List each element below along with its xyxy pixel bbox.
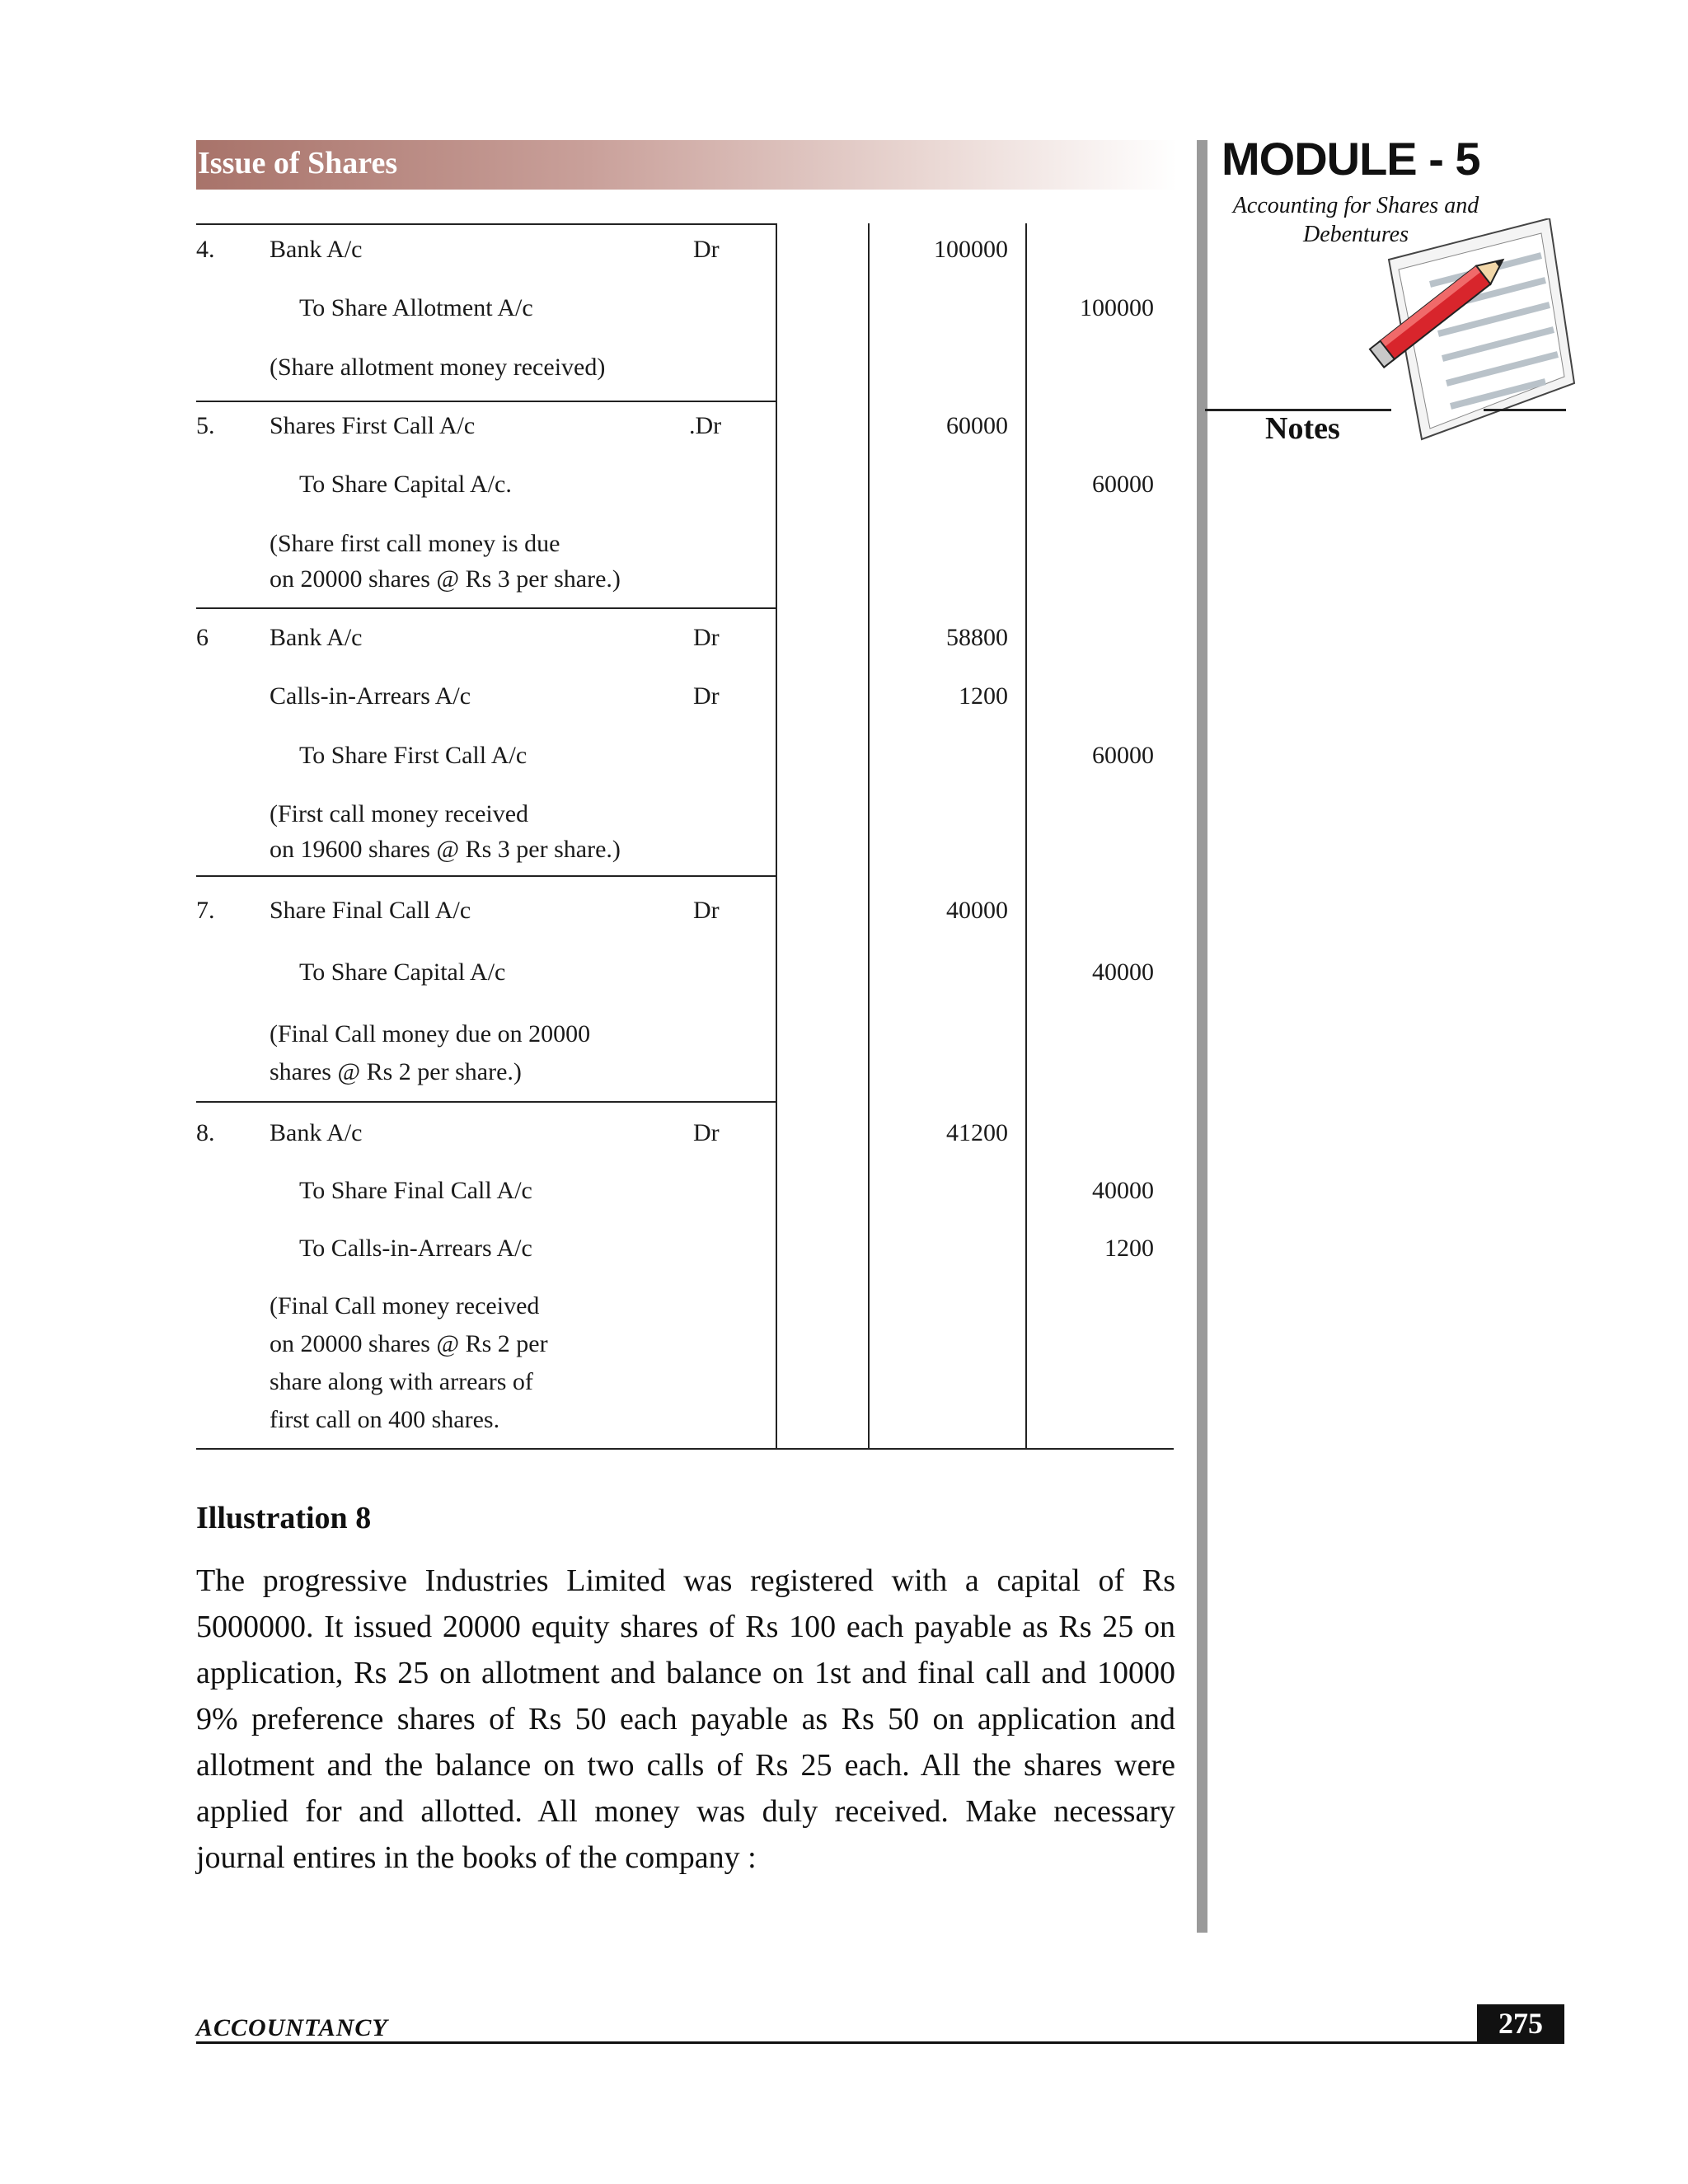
- entry-number: 4.: [196, 236, 215, 263]
- entry-divider: [196, 607, 776, 609]
- page-number: 275: [1477, 2004, 1564, 2042]
- narration-line: on 20000 shares @ Rs 2 per: [270, 1330, 548, 1357]
- module-title: MODULE - 5: [1221, 133, 1480, 185]
- dr-marker: Dr: [693, 236, 720, 263]
- entry-divider: [196, 875, 776, 877]
- credit-amount: 1200: [1104, 1235, 1154, 1262]
- debit-amount: 58800: [946, 624, 1008, 651]
- narration-line: (Share first call money is due: [270, 530, 560, 557]
- entry-number: 6: [196, 624, 209, 651]
- column-rule: [868, 223, 870, 1449]
- credit-account: To Share Capital A/c: [299, 958, 506, 986]
- entry-number: 5.: [196, 412, 215, 439]
- illustration-heading: Illustration 8: [196, 1501, 372, 1535]
- notes-label: Notes: [1265, 411, 1340, 446]
- credit-amount: 40000: [1092, 1177, 1154, 1204]
- credit-amount: 60000: [1092, 742, 1154, 769]
- narration-line: first call on 400 shares.: [270, 1406, 500, 1433]
- debit-account: Bank A/c: [270, 236, 363, 263]
- narration-line: (First call money received: [270, 800, 529, 827]
- footer-subject: ACCOUNTANCY: [196, 2014, 388, 2041]
- credit-account: To Calls-in-Arrears A/c: [299, 1235, 532, 1262]
- entry-number: 7.: [196, 897, 215, 924]
- entry-divider: [196, 1101, 776, 1103]
- credit-amount: 40000: [1092, 958, 1154, 986]
- narration-line: on 19600 shares @ Rs 3 per share.): [270, 836, 621, 863]
- section-title: Issue of Shares: [198, 146, 398, 180]
- dr-marker: Dr: [693, 624, 720, 651]
- credit-amount: 60000: [1092, 471, 1154, 498]
- table-top-rule: [196, 223, 776, 225]
- debit-amount: 1200: [959, 682, 1008, 710]
- narration-line: (Share allotment money received): [270, 354, 606, 381]
- notes-rule-right: [1484, 409, 1566, 411]
- debit-amount: 40000: [946, 897, 1008, 924]
- debit-account: Bank A/c: [270, 1119, 363, 1146]
- debit-account: Bank A/c: [270, 624, 363, 651]
- narration-line: on 20000 shares @ Rs 3 per share.): [270, 565, 621, 593]
- credit-account: To Share First Call A/c: [299, 742, 528, 769]
- entry-number: 8.: [196, 1119, 215, 1146]
- debit-account: Share Final Call A/c: [270, 897, 471, 924]
- table-bottom-rule: [196, 1448, 1174, 1450]
- column-rule: [776, 223, 777, 1449]
- entry-divider: [196, 401, 776, 402]
- debit-amount: 41200: [946, 1119, 1008, 1146]
- credit-account: To Share Allotment A/c: [299, 294, 533, 321]
- dr-marker: Dr: [693, 897, 720, 924]
- narration-line: (Final Call money received: [270, 1292, 540, 1319]
- debit-amount: 100000: [934, 236, 1008, 263]
- debit-amount: 60000: [946, 412, 1008, 439]
- dr-marker: .Dr: [689, 412, 722, 439]
- illustration-paragraph: The progressive Industries Limited was registered with a capital of Rs 5000000. It issued 20000 equity shares of Rs 100 each payable as Rs 25 on application, Rs 25 on allotment and balance on 1st and final call and 10000 9% preference shares of Rs 50 each payable as Rs 50 on application and allotment and the balance on two calls of Rs 25 each. All the shares were applied for and allotted. All money was duly received. Make necessary journal entires in the books of the company :: [196, 1563, 1175, 1875]
- narration-line: share along with arrears of: [270, 1368, 533, 1395]
- narration-line: shares @ Rs 2 per share.): [270, 1058, 522, 1085]
- module-subtitle: Accounting for Shares and Debentures: [1232, 193, 1479, 247]
- notes-pencil-icon: [1364, 218, 1578, 449]
- column-rule: [1025, 223, 1027, 1449]
- narration-line: (Final Call money due on 20000: [270, 1020, 591, 1047]
- dr-marker: Dr: [693, 682, 720, 710]
- dr-marker: Dr: [693, 1119, 720, 1146]
- debit-account: Shares First Call A/c: [270, 412, 476, 439]
- debit-account: Calls-in-Arrears A/c: [270, 682, 471, 710]
- credit-account: To Share Final Call A/c: [299, 1177, 532, 1204]
- footer-rule: [196, 2041, 1564, 2044]
- credit-amount: 100000: [1080, 294, 1154, 321]
- credit-account: To Share Capital A/c.: [299, 471, 512, 498]
